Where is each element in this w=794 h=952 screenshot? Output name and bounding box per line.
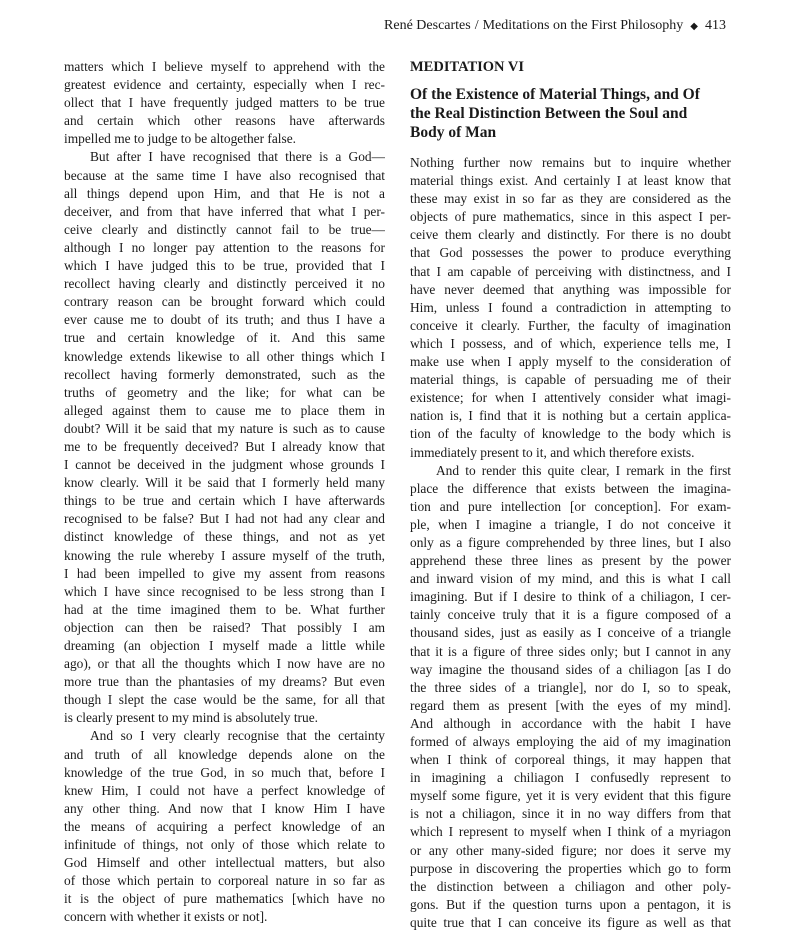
text-line: objects of pure mathematics, since in this aspect I per- — [410, 209, 731, 225]
text-line: I had been impelled to give my assent from reasons — [64, 565, 385, 581]
text-line: thousand sides, just as easily as I conceive of a triangle — [410, 625, 731, 641]
text-line: doubt? Will it be said that my nature is such as to cause — [64, 420, 385, 436]
text-line: ever cause me to doubt of its truth; and thus I have a — [64, 312, 385, 328]
text-line: material things exist. And certainly I at least know that — [410, 173, 731, 189]
text-line: quite true that I can conceive its figure as well as that — [410, 914, 731, 930]
text-line: regard them as present [with the eyes of my mind]. — [410, 697, 731, 713]
text-line: is not a chiliagon, since it in no way differs from that — [410, 806, 731, 822]
diamond-icon: ◆ — [690, 20, 698, 32]
text-line: the three sides of a triangle], nor do I, so to speak, — [410, 679, 731, 695]
text-line: greatest evidence and certainty, especially when I rec- — [64, 77, 385, 93]
text-line: conceive it clearly. Further, the faculty of imagination — [410, 317, 731, 333]
text-line: the means of acquiring a perfect knowledge of an — [64, 818, 385, 834]
text-line: distinct knowledge of these things, and not as yet — [64, 529, 385, 545]
text-line: tion of the faculty of knowledge to the body which is — [410, 426, 731, 442]
text-line: myself some figure, yet it is very evident that this figure — [410, 788, 731, 804]
text-line: more true than the phantasies of my dreams? But even — [64, 674, 385, 690]
text-line: material things, is capable of persuading me of their — [410, 372, 731, 388]
meditation-title-line: Body of Man — [410, 124, 497, 141]
text-line: ceive clearly and distinctly cannot fail to be true— — [64, 221, 385, 237]
text-line: ago), or that all the thoughts which I now have are no — [64, 656, 385, 672]
header-book-title: Meditations on the First Philosophy — [482, 18, 684, 33]
text-line: But after I have recognised that there is a God— — [90, 149, 385, 165]
text-line: tainly conceive truly that it is a figure composed of a — [410, 607, 731, 623]
text-line: which I have since recognised to be less strong than I — [64, 583, 385, 599]
text-line: deceiver, and from that have inferred that what I per- — [64, 203, 385, 219]
text-line: because at the same time I have also recognised that — [64, 167, 385, 183]
text-line: gons. But if the question turns upon a pentagon, it is — [410, 896, 731, 912]
text-line: which I possess, and of which, experience tells me, I — [410, 335, 731, 351]
text-line: existence; for when I attentively consider what imagi- — [410, 390, 731, 406]
text-line: Him, unless I found a contradiction in attempting to — [410, 299, 731, 315]
text-line: or any other many-sided figure; nor does it serve my — [410, 842, 731, 858]
text-line: alleged against them to cause me to place them in — [64, 402, 385, 418]
text-line: these may exist in so far as they are considered as the — [410, 191, 731, 207]
text-line: truths of geometry and the like; for what can be — [64, 384, 385, 400]
text-line: infinitude of things, not only of those which relate to — [64, 837, 385, 853]
text-line: have never deemed that anything was impossible for — [410, 281, 731, 297]
text-line: And so I very clearly recognise that the certainty — [90, 728, 385, 744]
text-line: place the difference that exists between the imagina- — [410, 480, 731, 496]
text-line: and certain which other reasons have afterwards — [64, 113, 385, 129]
meditation-title-line: Of the Existence of Material Things, and Of — [410, 86, 700, 103]
page-number: 413 — [705, 18, 726, 33]
text-line: matters which I believe myself to apprehend with the — [64, 59, 385, 74]
right-text-column — [410, 58, 731, 932]
text-line: knowledge extends likewise to all other things which I — [64, 348, 385, 364]
text-line: dreaming (an objection I myself made a little while — [64, 638, 385, 653]
text-line: impelled me to judge to be altogether false. — [64, 131, 297, 147]
text-line: recollect having clearly and distinctly perceived it no — [64, 276, 385, 292]
running-header — [384, 18, 726, 34]
text-line: only as a figure comprehended by three lines, but I also — [410, 534, 731, 550]
text-line: it is the object of pure mathematics [which have no — [64, 891, 385, 907]
text-line: knowledge of the true God, in so much that, before I — [64, 764, 385, 780]
text-line: God Himself and other intellectual matters, but also — [64, 855, 385, 871]
meditation-label: MEDITATION VI — [410, 59, 525, 75]
header-author: René Descartes — [384, 18, 471, 33]
text-line: and inward vision of my mind, and this is what I call — [410, 571, 731, 587]
text-line: way imagine the thousand sides of a chiliagon [as I do — [410, 661, 731, 677]
meditation-title-line: the Real Distinction Between the Soul and — [410, 105, 688, 122]
text-line: which I have judged this to be true, provided that I — [64, 258, 385, 274]
text-line: ple, when I imagine a triangle, I do not conceive it — [410, 516, 731, 532]
text-line: and truth of all knowledge depends alone on the — [64, 746, 385, 762]
text-line: Nothing further now remains but to inquire whether — [410, 155, 731, 170]
text-line: that I am capable of perceiving with distinctness, and I — [410, 263, 731, 279]
text-line: apprehend these three lines as present by the power — [410, 553, 731, 569]
text-line: the distinction between a chiliagon and other poly- — [410, 878, 731, 894]
text-line: is clearly present to my mind is absolutely true. — [64, 710, 318, 726]
header-separator: / — [474, 18, 479, 33]
text-line: me to be frequently deceived? But I already know that — [64, 438, 385, 454]
text-line: contrary reason can be brought forward which could — [64, 294, 385, 310]
text-line: although I no longer pay attention to the reasons for — [64, 239, 385, 255]
text-line: things to be true and certain which I have afterwards — [64, 493, 385, 509]
text-line: objection can then be raised? That possibly I am — [64, 619, 385, 635]
text-line: nation is, I find that it is nothing but a certain applica- — [410, 408, 731, 424]
text-line: any other thing. And now that I know Him I have — [64, 800, 385, 816]
text-line: true and certain knowledge of it. And this same — [64, 330, 385, 346]
text-line: though I slept the case would be the same, for all that — [64, 692, 385, 708]
text-line: immediately present to it, and which therefore exists. — [410, 444, 695, 460]
text-line: knowing the rule whereby I assure myself of the truth, — [64, 547, 385, 563]
text-line: make use when I apply myself to the consideration of — [410, 354, 731, 370]
text-line: when I think of corporeal things, it may happen that — [410, 752, 731, 768]
text-line: ollect that I have frequently judged matters to be true — [64, 95, 385, 111]
text-line: And although in accordance with the habit I have — [410, 715, 731, 731]
text-line: which I represent to myself when I think of a myriagon — [410, 824, 731, 840]
text-line: I cannot be deceived in the judgment whose grounds I — [64, 457, 385, 473]
left-text-column — [64, 58, 385, 927]
text-line: knew Him, I could not have a perfect knowledge of — [64, 782, 385, 798]
text-line: in imagining a chiliagon I confusedly represent to — [410, 770, 731, 786]
text-line: know clearly. Will it be said that I formerly held many — [64, 475, 385, 491]
text-line: recollect having formerly demonstrated, such as the — [64, 366, 385, 382]
text-line: that God possesses the power to produce everything — [410, 245, 731, 261]
text-line: ceive them clearly and distinctly. For there is no doubt — [410, 227, 731, 243]
meditation-body — [410, 154, 731, 932]
text-line: concern with whether it exists or not]. — [64, 909, 268, 925]
meditation-title — [410, 85, 731, 142]
text-line: all things depend upon Him, and that He is not a — [64, 185, 385, 201]
text-line: recognised to be false? But I had not had any clear and — [64, 511, 385, 527]
text-line: that it is a figure of three sides only; but I cannot in any — [410, 643, 731, 659]
text-line: purpose in discovering the properties which go to form — [410, 860, 731, 876]
text-line: of those which pertain to corporeal nature in so far as — [64, 873, 385, 889]
text-line: And to render this quite clear, I remark in the first — [436, 462, 731, 478]
text-line: tion and pure intellection [or conception]. For exam- — [410, 498, 731, 514]
text-line: formed of always employing the aid of my imagination — [410, 734, 731, 749]
text-line: imagining. But if I desire to think of a chiliagon, I cer- — [410, 589, 731, 605]
text-line: had at the time imagined them to be. What further — [64, 601, 385, 617]
